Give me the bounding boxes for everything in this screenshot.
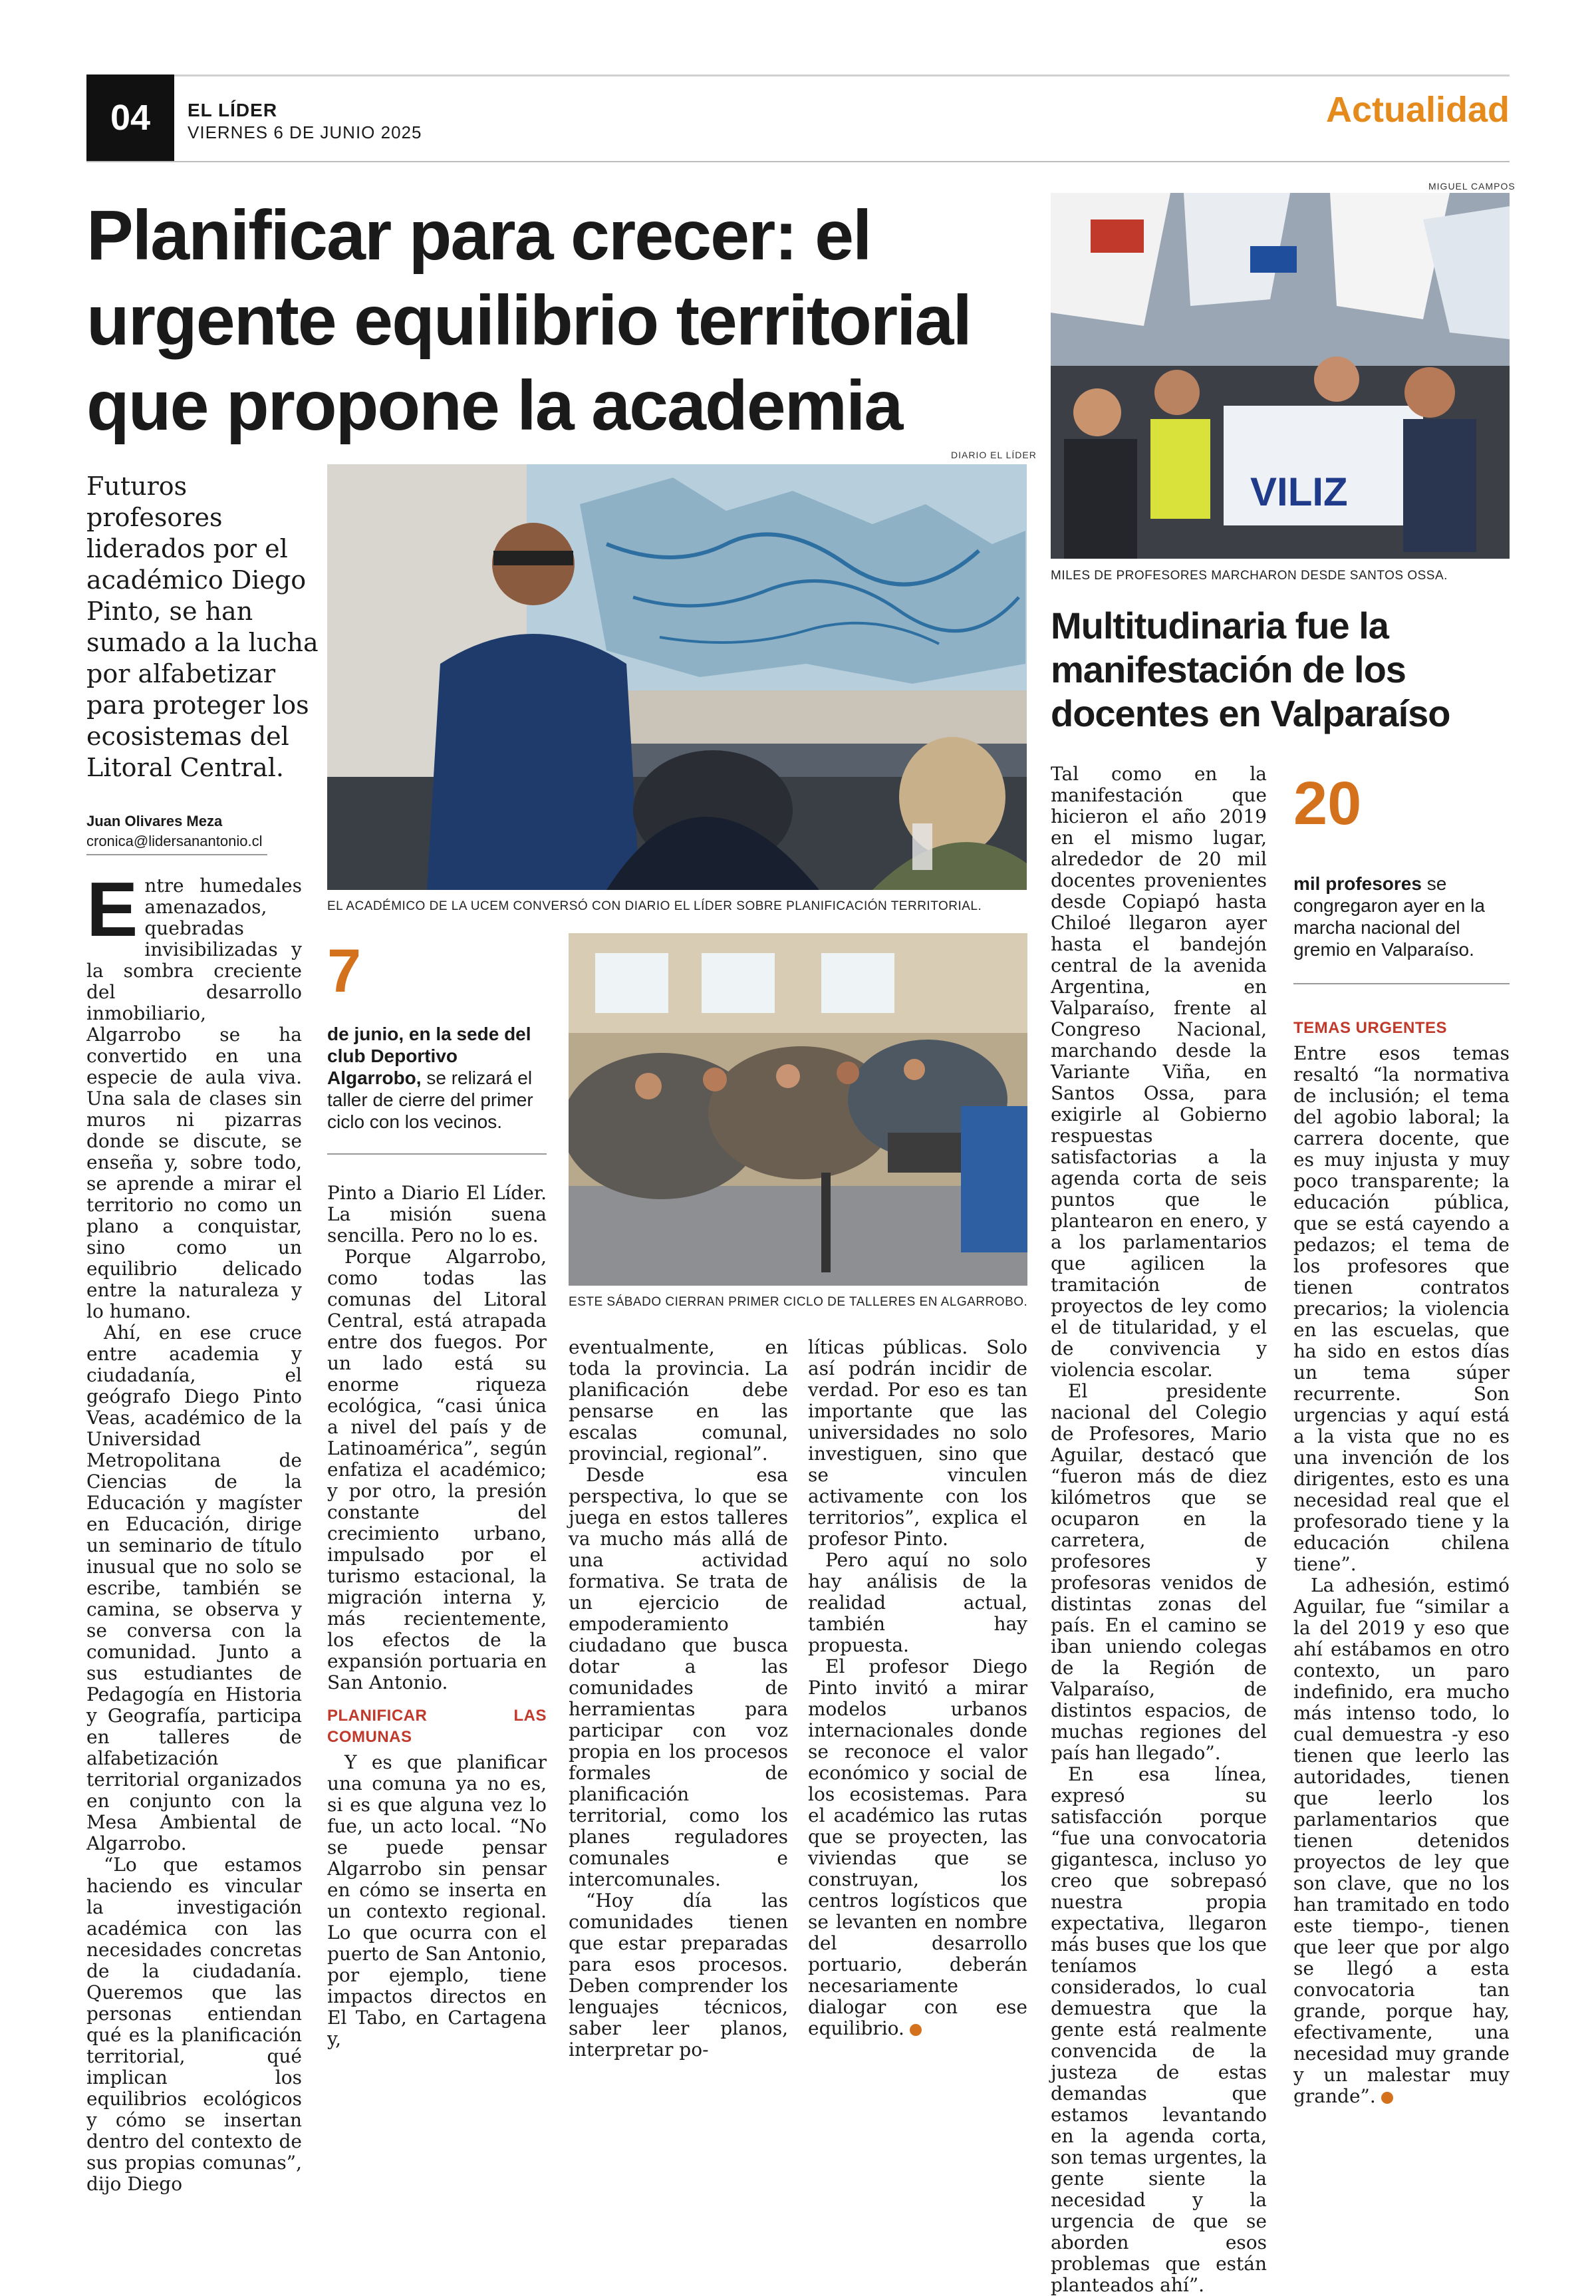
side-column-b [1293,1018,1510,2107]
paragraph: “Hoy día las comunidades tienen que estar preparadas para esos procesos. Deben comprender los lenguajes técnicos, saber leer planos, interpretar po- [569,1890,788,2061]
paragraph: Pero aquí no solo hay análisis de la realidad actual, también hay propuesta. [808,1549,1027,1656]
paragraph: Pinto a Diario El Líder. La misión suena sencilla. Pero no lo es. [327,1182,547,1246]
paragraph: En esa línea, expresó su satisfacción porque “fue una convocatoria gigantesca, incluso yo creo que sobrepasó nuestra propia expectativa, llegaron más buses que los que teníamos considerados, lo cual demuestra que la gente está realmente convencida de la justeza de estas demandas que estamos levantando en la agenda corta, son temas urgentes, la gente siente la necesidad y la urgencia de que se aborden esos problemas que están planteados ahí”. [1051,1763,1267,2296]
main-headline: Planificar para crecer: el urgente equilibrio territorial que propone la academia [86,196,971,445]
subhead-planificar: PLANIFICAR LAS COMUNAS [327,1707,547,1746]
banner-text: VILIZ [1250,470,1348,514]
article-column-4 [808,1337,1027,2039]
page-number: 04 [86,74,174,161]
paragraph: eventualmente, en toda la provincia. La planificación debe pensarse en las escalas comunal, provincial, regional”. [569,1336,788,1465]
header-rule [86,161,1510,162]
march-photo-caption: MILES DE PROFESORES MARCHARON DESDE SANTOS OSSA. [1051,569,1448,583]
side-callout-number: 20 [1293,770,1362,837]
side-headline: Multitudinaria fue la manifestación de los docentes en Valparaíso [1051,605,1450,734]
issue-date: VIERNES 6 DE JUNIO 2025 [188,122,422,142]
paragraph: La adhesión, estimó Aguilar, fue “similar a la del 2019 y eso que ahí estábamos en otro contexto, un paro indefinido, era mucho más intenso todo, lo cual demuestra -y eso tienen que leerlo las autoridades, tienen que leerlo los parlamentarios que tienen detenidos proyectos de ley que son clave, que no los han tramitado en todo este tiempo-, tienen que leer que por algo se llegó a esta convocatoria tan grande, porque hay, efectivamente, una necesidad muy grande y un malestar muy grande”. [1293,1574,1510,2107]
article-deck: Futuros profesores liderados por el académico Diego Pinto, se han sumado a la lucha por alfabetizar para proteger los ecosistemas del Litoral Central. [86,472,319,782]
paragraph: Desde esa perspectiva, lo que se juega en estos talleres va mucho más allá de una actividad formativa. Se trata de un ejercicio de empoderamiento ciudadano que busca dotar a las comunidades de herramientas para participar con voz propia en los procesos formales de planificación territorial, como los planes reguladores comunales e intercomunales. [569,1464,788,1890]
paragraph: “Lo que estamos haciendo es vincular la investigación académica con las necesidades concretas de la ciudadanía. Queremos que las personas entiendan qué es la planificación territorial, qué implican los equilibrios ecológicos y cómo se insertan dentro del contexto de sus propias comunas”, dijo Diego [86,1854,302,2195]
paragraph: Y es que planificar una comuna ya no es, si es que alguna vez lo fue, un acto local. “No se puede pensar Algarrobo sin pensar en cómo se inserta en un contexto regional. Lo que ocurra con el puerto de San Antonio, por ejemplo, tiene impactos directos en El Tabo, en Cartagena y, [327,1751,547,2050]
end-mark-icon: + [1381,2092,1393,2104]
paragraph: El profesor Diego Pinto invitó a mirar modelos urbanos internacionales donde se reconoce el valor económico y social de los ecosistemas. Para el académico las rutas que se proyecten, las viviendas que se construyan, los centros logísticos que se levanten en nombre del desarrollo portuario, deberán necesariamente dialogar con ese equilibrio. [808,1655,1027,2039]
paragraph: El presidente nacional del Colegio de Profesores, Mario Aguilar, destacó que “fueron más de diez kilómetros que se ocuparon en la carretera, de profesores y profesoras venidos de distintas zonas del país. En el camino se iban uniendo colegas de la Región de Valparaíso, de distintos espacios, de muchas regiones del país han llegado”. [1051,1380,1267,1764]
workshop-photo-caption: ESTE SÁBADO CIERRAN PRIMER CICLO DE TALLERES EN ALGARROBO. [569,1295,1028,1309]
drop-cap: E [86,866,138,952]
top-rule [86,74,1510,76]
side-photo-credit: MIGUEL CAMPOS [1428,181,1516,192]
paragraph: líticas públicas. Solo así podrán incidir de verdad. Por eso es tan importante que las universidades no solo investiguen, sino que se vinculen activamente con los territorios”, explica el profesor Pinto. [808,1336,1027,1550]
callout-rest: se relizará el taller de cierre del primer ciclo con los vecinos. [327,1068,533,1132]
author-name: Juan Olivares Meza [86,813,223,829]
paragraph: ntre humedales amenazados, quebradas invisibilizadas y la sombra creciente del desarrollo inmobiliario, Algarrobo se ha convertido en una especie de aula viva. Una sala de clases sin muros ni pizarras donde se discute, se enseña y, sobre todo, se aprende a mirar el territorio no como un plano a conquistar, sino como un equilibrio delicado entre la naturaleza y lo humano. [86,875,302,1322]
author-rule [86,854,267,855]
author-email[interactable]: cronica@lidersanantonio.cl [86,833,263,849]
callout-text [327,1023,547,1133]
academic-photo-caption: EL ACADÉMICO DE LA UCEM CONVERSÓ CON DIARIO EL LÍDER SOBRE PLANIFICACIÓN TERRITORIAL. [327,899,982,913]
side-callout-rest: se congregaron ayer en la marcha nacional del gremio en Valparaíso. [1293,873,1485,960]
section-title: Actualidad [1325,90,1510,130]
paragraph: Tal como en la manifestación que hicieron el año 2019 en el mismo lugar, alrededor de 20 mil docentes provenientes desde Copiapó hasta Chiloé llegaron ayer hasta el bandejón central de la avenida Argentina, en Valparaíso, frente al Congreso Nacional, marchando desde la Variante Viña, en Santos Ossa, para exigirle al Gobierno respuestas satisfactorias a la agenda corta de seis puntos que le plantearon en enero, y a los parlamentarios que agilicen la tramitación de proyectos de ley como el de titularidad, y el de convivencia y violencia escolar. [1051,763,1267,1381]
side-column-a [1051,764,1267,2296]
march-photo [1051,193,1510,559]
photo-credit: DIARIO EL LÍDER [951,450,1037,460]
side-callout-bold: mil profesores [1293,873,1422,894]
paragraph: Porque Algarrobo, como todas las comunas del Litoral Central, está atrapada entre dos fuegos. Por un lado está su enorme riqueza ecológica, “casi única a nivel del país y de Latinoamérica”, según enfatiza el académico; y por otro, la presión constante del crecimiento urbano, impulsado por el turismo estacional, la migración interna y, más recientemente, los efectos de la expansión portuaria en San Antonio. [327,1246,547,1693]
paragraph: Entre esos temas resaltó “la normativa de inclusión; el tema del agobio laboral; la carrera docente, que es muy injusta y muy poco transparente; la educación pública, que se está cayendo a pedazos; el tema de los profesores que tienen contratos precarios; la violencia en las escuelas, que ha sido en estos días un tema súper recurrente. Son urgencias y aquí está a la vista que no es una invención de los dirigentes, esto es una necesidad real que el profesorado tiene y la educación chilena tiene”. [1293,1042,1510,1575]
newspaper-name: EL LÍDER [188,100,278,120]
article-column-3 [569,1337,788,2061]
article-column-2 [327,1183,547,2050]
side-callout-rule [1293,983,1510,984]
subhead-temas-urgentes: TEMAS URGENTES [1293,1019,1448,1037]
academic-photo [327,464,1027,890]
callout-number: 7 [327,937,362,1005]
paragraph: Ahí, en ese cruce entre academia y ciudadanía, el geógrafo Diego Pinto Veas, académico de la Universidad Metropolitana de Ciencias de la Educación y magíster en Educación, dirige un seminario de título inusual que no solo se escribe, también se camina, se observa y se conversa con la comunidad. Junto a sus estudiantes de Pedagogía en Historia y Geografía, participa en talleres de alfabetización territorial organizados en conjunto con la Mesa Ambiental de Algarrobo. [86,1322,302,1854]
workshop-photo [569,933,1027,1286]
side-callout-text [1293,873,1510,960]
article-column-1 [86,866,302,2195]
end-mark-icon: + [910,2024,922,2036]
callout-bold: de junio, en la sede del club Deportivo Algarrobo, [327,1024,531,1088]
callout-rule [327,1153,547,1155]
